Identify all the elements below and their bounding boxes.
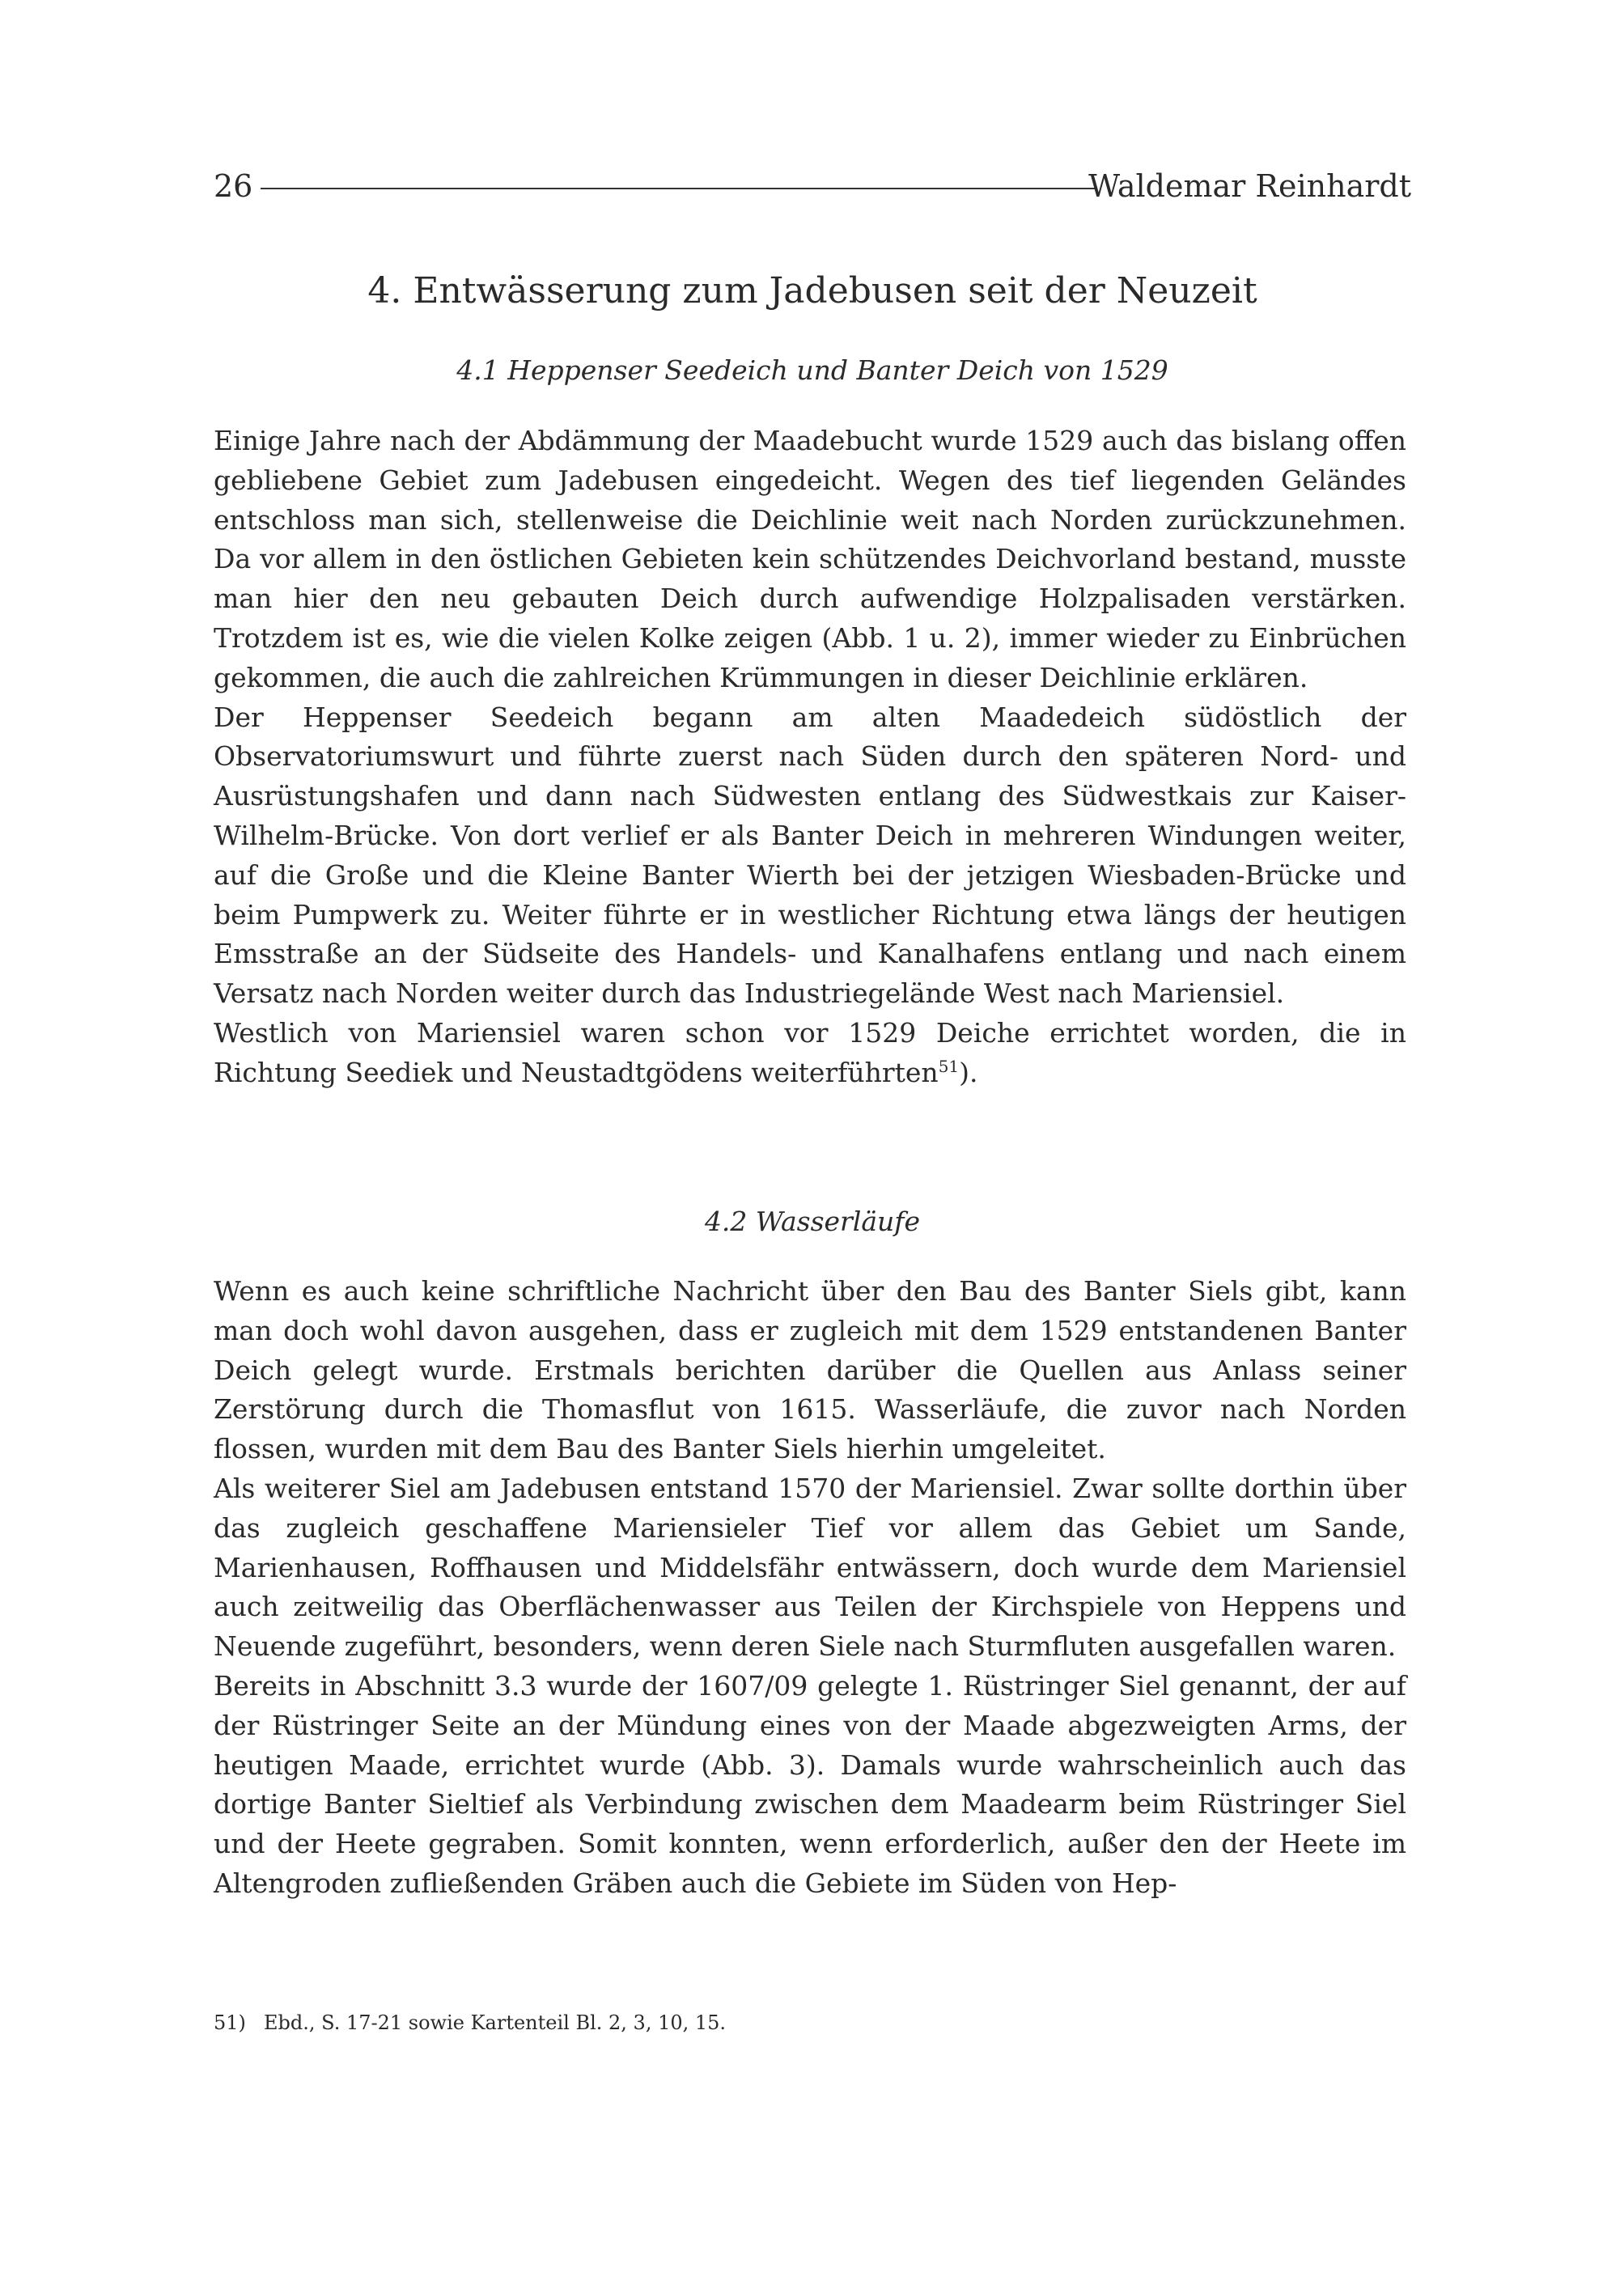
section-title-4-1: 4.1 Heppenser Seedeich und Banter Deich von 1529 — [456, 354, 1168, 386]
footnote-reference: 51 — [938, 1056, 960, 1076]
section-body-4-2 — [214, 1272, 1406, 1904]
header-rule — [261, 188, 1096, 189]
paragraph: Wenn es auch keine schriftliche Nachricht über den Bau des Banter Siels gibt, kann man doch wohl davon ausgehen, dass er zugleich mit dem 1529 entstandenen Banter Deich gelegt wurde. Erstmals berichten darüber die Quellen aus Anlass seiner Zerstörung durch die Thomasflut von 1615. Wasserläufe, die zuvor nach Norden flossen, wurden mit dem Bau des Banter Siels hierhin umgeleitet. — [214, 1275, 1406, 1465]
section-body-4-1 — [214, 422, 1406, 1093]
chapter-title: 4. Entwässerung zum Jadebusen seit der Neuzeit — [367, 270, 1257, 312]
paragraph-text: Westlich von Mariensiel waren schon vor 1529 Deiche errichtet worden, die in Richtung Seediek und Neustadtgödens weiterführten — [214, 1016, 1406, 1088]
header-author: Waldemar Reinhardt — [1088, 168, 1411, 204]
running-header — [214, 160, 1411, 212]
paragraph: Als weiterer Siel am Jadebusen entstand 1570 der Mariensiel. Zwar sollte dorthin über das zugleich geschaffene Mariensieler Tief vor allem das Gebiet um Sande, Marienhausen, Roffhausen und Middelsfähr entwässern, doch wurde dem Mariensiel auch zeitweilig das Oberflächenwasser aus Teilen der Kirchspiele von Heppens und Neuende zugeführt, besonders, wenn deren Siele nach Sturmfluten ausgefallen waren. — [214, 1472, 1406, 1663]
paragraph: Bereits in Abschnitt 3.3 wurde der 1607/09 gelegte 1. Rüstringer Siel genannt, der auf der Rüstringer Seite an der Mündung eines von der Maade abgezweigten Arms, der heutigen Maade, errichtet wurde (Abb. 3). Damals wurde wahrscheinlich auch das dortige Banter Sieltief als Verbindung zwischen dem Maadearm beim Rüstringer Siel und der Heete gegraben. Somit konnten, wenn erforderlich, außer den der Heete im Altengroden zufließenden Gräben auch die Gebiete im Süden von Hep- — [214, 1669, 1406, 1899]
paragraph — [214, 1014, 1406, 1093]
page-number: 26 — [214, 168, 253, 204]
paragraph-end: ). — [959, 1056, 978, 1088]
footnote-text: Ebd., S. 17-21 sowie Kartenteil Bl. 2, 3, 10, 15. — [264, 2011, 727, 2034]
section-title-4-2: 4.2 Wasserläufe — [704, 1206, 921, 1237]
paragraph: Der Heppenser Seedeich begann am alten Maadedeich südöstlich der Observatoriumswurt und führte zuerst nach Süden durch den späteren Nord- und Ausrüstungshafen und dann nach Südwesten entlang des Südwestkais zur Kaiser-Wilhelm-Brücke. Von dort verlief er als Banter Deich in mehreren Windungen weiter, auf die Große und die Kleine Banter Wierth bei der jetzigen Wiesbaden-Brücke und beim Pumpwerk zu. Weiter führte er in westlicher Richtung etwa längs der heutigen Emsstraße an der Südseite des Handels- und Kanalhafens entlang und nach einem Versatz nach Norden weiter durch das Industriegelände West nach Mariensiel. — [214, 701, 1406, 1010]
paragraph: Einige Jahre nach der Abdämmung der Maadebucht wurde 1529 auch das bislang offen gebliebene Gebiet zum Jadebusen eingedeicht. Wegen des tief liegenden Geländes entschloss man sich, stellenweise die Deichlinie weit nach Norden zurückzunehmen. Da vor allem in den östlichen Gebieten kein schützendes Deichvorland bestand, musste man hier den neu gebauten Deich durch aufwendige Holzpalisaden verstärken. Trotzdem ist es, wie die vielen Kolke zeigen (Abb. 1 u. 2), immer wieder zu Einbrüchen gekommen, die auch die zahlreichen Krümmungen in dieser Deichlinie erklären. — [214, 425, 1406, 693]
footnote — [214, 2007, 1411, 2039]
footnote-number: 51) — [214, 2011, 246, 2034]
